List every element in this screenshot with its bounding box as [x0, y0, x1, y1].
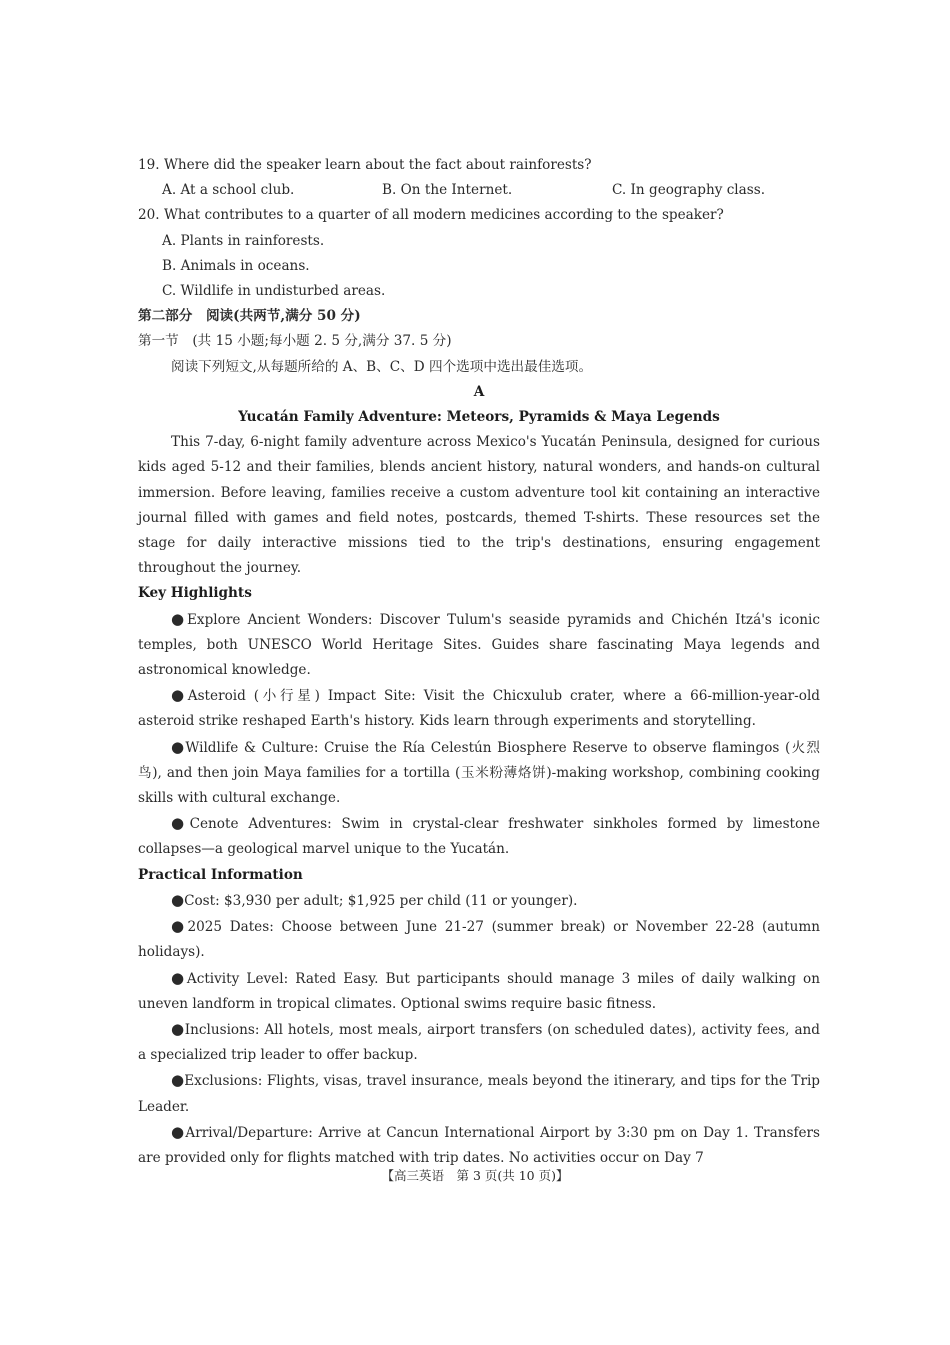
reading-instruction: 阅读下列短文,从每题所给的 A、B、C、D 四个选项中选出最佳选项。	[171, 358, 593, 375]
passage-title: Yucatán Family Adventure: Meteors, Pyramids & Maya Legends	[238, 409, 720, 426]
practical-info-heading: Practical Information	[138, 866, 303, 883]
highlight-item: ●Explore Ancient Wonders: Discover Tulum's seaside pyramids and Chichén Itzá's iconic temples, both UNESCO World Heritage Sites. Guides share fascinating Maya legends and astronomical knowledge.	[138, 609, 820, 679]
bullet-icon: ●	[171, 1071, 185, 1090]
option-b: B. On the Internet.	[382, 182, 513, 199]
practical-item: ●Activity Level: Rated Easy. But participants should manage 3 miles of daily walking on uneven landform in tropical climates. Optional swims require basic fitness.	[138, 968, 820, 1012]
bullet-icon: ●	[171, 686, 188, 705]
highlight-item: ●Cenote Adventures: Swim in crystal-clear freshwater sinkholes formed by limestone collapses—a geological marvel unique to the Yucatán.	[138, 814, 820, 858]
bullet-icon: ●	[171, 1122, 186, 1141]
key-highlights-heading: Key Highlights	[138, 585, 252, 602]
practical-item: ●2025 Dates: Choose between June 21-27 (summer break) or November 22-28 (autumn holidays).	[138, 917, 821, 961]
option-c: C. In geography class.	[612, 182, 766, 199]
passage-letter: A	[473, 383, 485, 400]
bullet-icon: ●	[171, 1019, 185, 1038]
option-a: A. At a school club.	[162, 182, 295, 199]
question-19: 19. Where did the speaker learn about the fact about rainforests?	[138, 157, 592, 173]
part-two-heading: 第二部分 阅读(共两节,满分 50 分)	[138, 308, 361, 325]
bullet-icon: ●	[171, 814, 190, 833]
bullet-icon: ●	[171, 890, 185, 909]
option-c: C. Wildlife in undisturbed areas.	[162, 283, 386, 300]
option-b: B. Animals in oceans.	[162, 257, 310, 274]
highlight-item: ●Wildlife & Culture: Cruise the Ría Celestún Biosphere Reserve to observe flamingos (火烈鸟), and then join Maya families for a tortilla (玉米粉薄烙饼)-making workshop, combining cooking skills with cultural exchange.	[138, 737, 820, 807]
intro-paragraph: This 7-day, 6-night family adventure across Mexico's Yucatán Peninsula, designed for curious kids aged 5-12 and their families, blends ancient history, natural wonders, and hands-on cultural immersion. Before leaving, families receive a custom adventure tool kit containing an interactive journal filled with games and field notes, postcards, themed T-shirts. These resources set the stage for daily interactive missions tied to the trip's destinations, ensuring engagement throughout the journey.	[138, 434, 820, 577]
practical-item: ●Cost: $3,930 per adult; $1,925 per child (11 or younger).	[171, 890, 578, 909]
practical-item: ●Arrival/Departure: Arrive at Cancun International Airport by 3:30 pm on Day 1. Transfers are provided only for flights matched with trip dates. No activities occur on Day 7	[138, 1122, 820, 1166]
highlight-item: ●Asteroid (小行星) Impact Site: Visit the Chicxulub crater, where a 66-million-year-old asteroid strike reshaped Earth's history. Kids learn through experiments and storytelling.	[138, 686, 820, 730]
practical-item: ●Exclusions: Flights, visas, travel insurance, meals beyond the itinerary, and tips for the Trip Leader.	[138, 1071, 820, 1115]
section-one-heading: 第一节 (共 15 小题;每小题 2. 5 分,满分 37. 5 分)	[138, 333, 452, 350]
question-19-options	[138, 178, 820, 203]
practical-item: ●Inclusions: All hotels, most meals, airport transfers (on scheduled dates), activity fees, and a specialized trip leader to offer backup.	[138, 1019, 821, 1064]
exam-page	[138, 153, 820, 1171]
bullet-icon: ●	[171, 917, 188, 936]
bullet-icon: ●	[171, 968, 187, 987]
page-footer: 【高三英语 第 3 页(共 10 页)】	[381, 1168, 569, 1183]
question-20: 20. What contributes to a quarter of all modern medicines according to the speaker?	[138, 207, 724, 224]
bullet-icon: ●	[171, 737, 186, 756]
option-a: A. Plants in rainforests.	[162, 232, 325, 249]
bullet-icon: ●	[171, 609, 187, 628]
